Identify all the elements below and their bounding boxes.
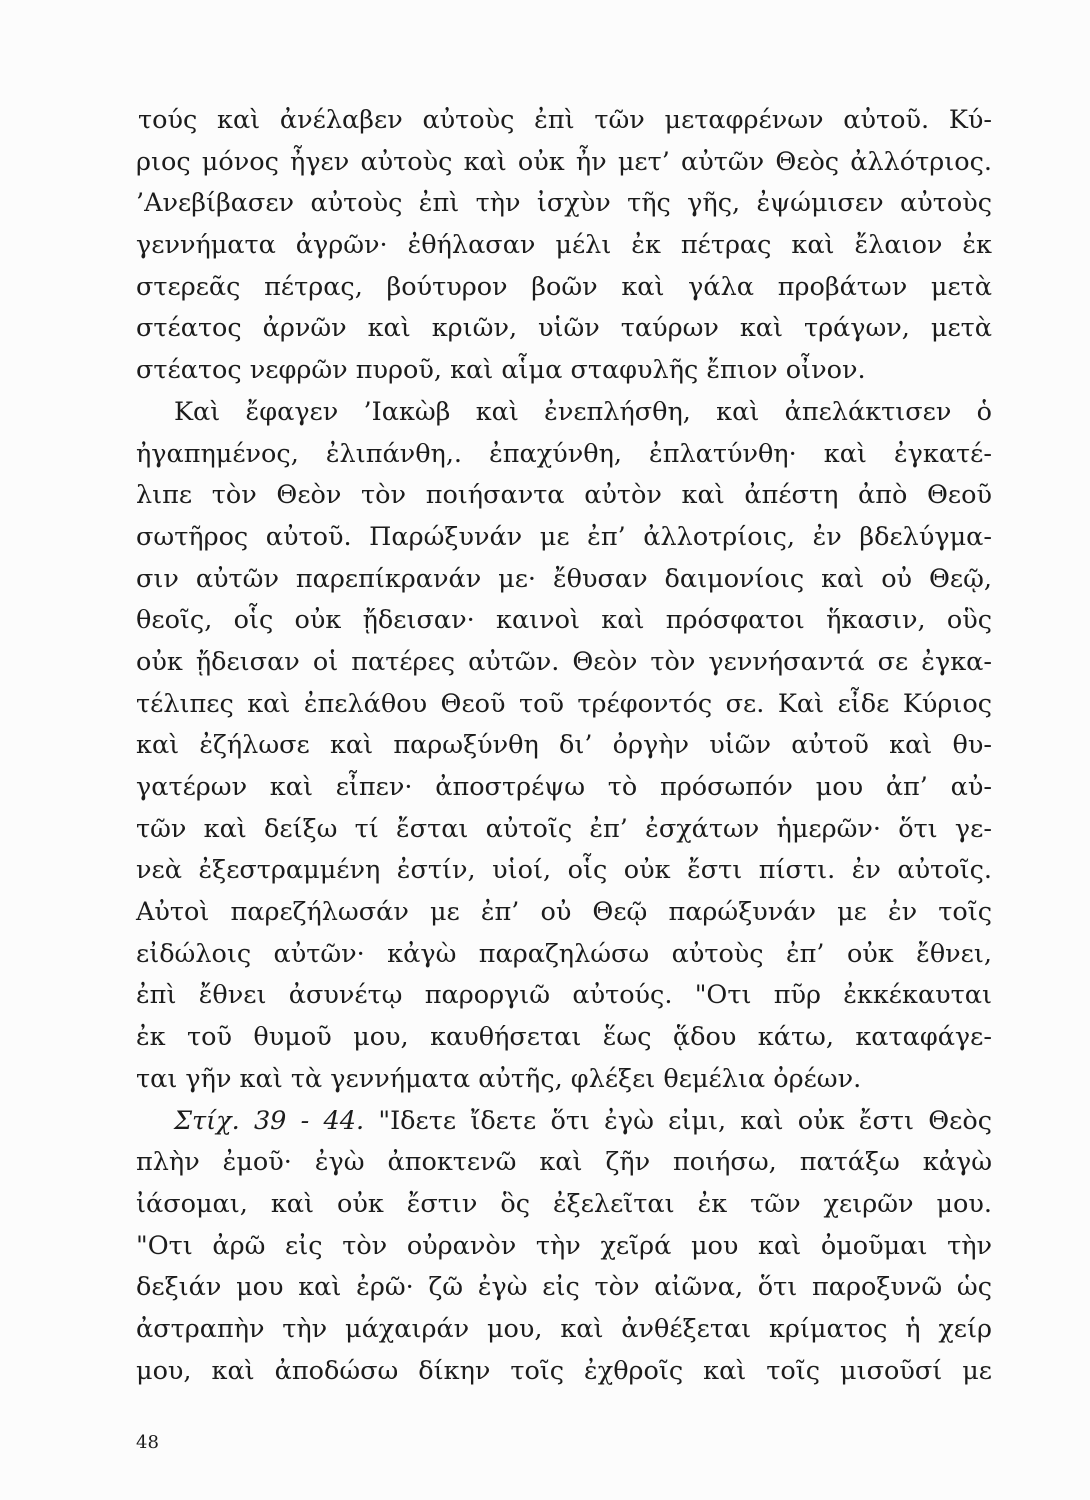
text-line: στέατος νεφρῶν πυροῦ, καὶ αἷμα σταφυλῆς ἔπιον οἶνον. (136, 355, 866, 386)
verse-reference-line (136, 1101, 992, 1143)
text-line: οὐκ ᾔδεισαν οἱ πατέρες αὐτῶν. Θεὸν τὸν γεννήσαντά σε ἐγκα- (136, 646, 992, 677)
verse-line: ἰάσομαι, καὶ οὐκ ἔστιν ὃς ἐξελεῖται ἐκ τῶν χειρῶν μου. (136, 1188, 992, 1219)
text-line: τέλιπες καὶ ἐπελάθου Θεοῦ τοῦ τρέφοντός σε. Καὶ εἶδε Κύριος (136, 688, 992, 719)
verse-line: δεξιάν μου καὶ ἐρῶ· ζῶ ἐγὼ εἰς τὸν αἰῶνα, ὅτι παροξυνῶ ὡς (136, 1272, 992, 1303)
text-line: ἐπὶ ἔθνει ἀσυνέτῳ παροργιῶ αὐτούς. "Οτι πῦρ ἐκκέκαυται (136, 980, 992, 1011)
text-line: ’Ανεβίβασεν αὐτοὺς ἐπὶ τὴν ἰσχὺν τῆς γῆς, ἐψώμισεν αὐτοὺς (136, 188, 992, 219)
text-line: Αὐτοὶ παρεζήλωσάν με ἐπ’ οὐ Θεῷ παρώξυνάν με ἐν τοῖς (136, 897, 992, 928)
text-line: τούς καὶ ἀνέλαβεν αὐτοὺς ἐπὶ τῶν μεταφρένων αὐτοῦ. Κύ- (138, 105, 992, 135)
text-line: σωτῆρος αὐτοῦ. Παρώξυνάν με ἐπ’ ἀλλοτρίοις, ἐν βδελύγμα- (136, 521, 992, 552)
verse-reference: Στίχ. 39 - 44. (174, 1105, 365, 1136)
page-number: 48 (136, 1432, 159, 1453)
text-line: λιπε τὸν Θεὸν τὸν ποιήσαντα αὐτὸν καὶ ἀπέστη ἀπὸ Θεοῦ (136, 480, 992, 511)
text-line: τῶν καὶ δείξω τί ἔσται αὐτοῖς ἐπ’ ἐσχάτων ἡμερῶν· ὅτι γε- (136, 813, 992, 844)
text-line: ται γῆν καὶ τὰ γεννήματα αὐτῆς, φλέξει θεμέλια ὀρέων. (136, 1063, 862, 1094)
verse-line: πλὴν ἐμοῦ· ἐγὼ ἀποκτενῶ καὶ ζῆν ποιήσω, πατάξω κἀγὼ (136, 1147, 992, 1178)
text-line: στερεᾶς πέτρας, βούτυρον βοῶν καὶ γάλα προβάτων μετὰ (136, 271, 992, 302)
text-line: στέατος ἀρνῶν καὶ κριῶν, υἱῶν ταύρων καὶ τράγων, μετὰ (136, 313, 992, 344)
verse-first-line: "Ιδετε ἴδετε ὅτι ἐγὼ εἰμι, καὶ οὐκ ἔστι Θεὸς (378, 1105, 992, 1136)
text-line: ριος μόνος ἦγεν αὐτοὺς καὶ οὐκ ἦν μετ’ αὐτῶν Θεὸς ἀλλότριος. (136, 146, 992, 177)
verse-line: μου, καὶ ἀποδώσω δίκην τοῖς ἐχθροῖς καὶ τοῖς μισοῦσί με (136, 1355, 992, 1386)
text-line: Καὶ ἔφαγεν ’Ιακὼβ καὶ ἐνεπλήσθη, καὶ ἀπελάκτισεν ὁ (174, 396, 992, 427)
text-line: θεοῖς, οἷς οὐκ ᾔδεισαν· καινοὶ καὶ πρόσφατοι ἥκασιν, οὓς (136, 605, 992, 636)
text-line: γεννήματα ἀγρῶν· ἐθήλασαν μέλι ἐκ πέτρας καὶ ἔλαιον ἐκ (136, 230, 992, 261)
text-line: σιν αὐτῶν παρεπίκρανάν με· ἔθυσαν δαιμονίοις καὶ οὐ Θεῷ, (136, 563, 992, 594)
text-line: ἠγαπημένος, ἐλιπάνθη,. ἐπαχύνθη, ἐπλατύνθη· καὶ ἐγκατέ- (136, 438, 992, 469)
verse-line: "Οτι ἀρῶ εἰς τὸν οὐρανὸν τὴν χεῖρά μου καὶ ὀμοῦμαι τὴν (136, 1230, 992, 1261)
verse-line: ἀστραπὴν τὴν μάχαιράν μου, καὶ ἀνθέξεται κρίματος ἡ χείρ (136, 1313, 992, 1344)
text-line: καὶ ἐζήλωσε καὶ παρωξύνθη δι’ ὀργὴν υἱῶν αὐτοῦ καὶ θυ- (136, 730, 992, 761)
text-line: ἐκ τοῦ θυμοῦ μου, καυθήσεται ἕως ᾅδου κάτω, καταφάγε- (136, 1022, 992, 1053)
text-line: γατέρων καὶ εἶπεν· ἀποστρέψω τὸ πρόσωπόν μου ἀπ’ αὐ- (136, 772, 992, 802)
text-line: εἰδώλοις αὐτῶν· κἀγὼ παραζηλώσω αὐτοὺς ἐπ’ οὐκ ἔθνει, (136, 938, 992, 969)
body-text (136, 100, 992, 1392)
text-line: νεὰ ἐξεστραμμένη ἐστίν, υἱοί, οἷς οὐκ ἔστι πίστι. ἐν αὐτοῖς. (136, 855, 992, 886)
